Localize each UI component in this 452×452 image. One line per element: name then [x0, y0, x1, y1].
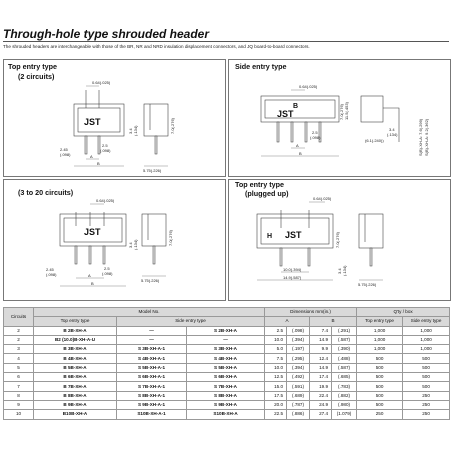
cell-qty-side: 500: [403, 354, 450, 363]
cell-qty-top: 1,000: [357, 335, 403, 344]
multi-dim-5-75-label: 5.75(.226): [141, 278, 160, 283]
th-qty-top: Top entry type: [357, 317, 403, 326]
side-dim-11-5-label: 11.5(.453): [344, 102, 349, 120]
cell-side-entry-model-1: S 9B-XH-A-1: [117, 400, 187, 409]
side-header-pin-2: [291, 122, 293, 142]
multi-pin-2-lower: [89, 246, 91, 264]
cell-top-entry-model: B 3B-XH-A: [34, 345, 117, 354]
multi-dim-2-45-label: 2.45: [46, 267, 54, 272]
cell-qty-side: 250: [403, 391, 450, 400]
th-dim-a: A: [265, 317, 310, 326]
plugged-h-marking: H: [267, 233, 273, 240]
cell-qty-side: 250: [403, 410, 450, 419]
multi-dim-134-label: (.134): [133, 239, 138, 250]
dim-2-5-label: 2.5: [102, 143, 108, 148]
cell-side-entry-model-1: S 7B-XH-A-1: [117, 382, 187, 391]
multi-dim-3-4-label: 3.4: [128, 242, 133, 248]
cell-qty-side: 250: [403, 400, 450, 409]
cell-qty-side: 1,000: [403, 326, 450, 335]
panel-plugged-label: Top entry type: [235, 180, 284, 189]
cell-circuits: 2: [4, 326, 34, 335]
plugged-dim-3-4-label: 3.4: [337, 268, 342, 274]
cell-dim-a-in: (.689): [287, 391, 310, 400]
page-title: Through-hole type shrouded header: [3, 27, 210, 41]
multi-pin-1-lower: [75, 246, 77, 264]
th-dimensions: Dimensions mm(in.): [265, 308, 357, 317]
side-dim-7-0-label: 7.0(.276): [339, 103, 344, 120]
cell-dim-b-in: (.390): [332, 345, 357, 354]
multi-dim-098-label: (.098): [102, 271, 113, 276]
panel-side-entry-label: Side entry type: [235, 62, 287, 71]
top-entry-plugged-drawing: [229, 180, 450, 300]
plugged-dim-134-label: (.134): [342, 265, 347, 276]
cell-side-entry-model-1: S 3B-XH-A-1: [117, 345, 187, 354]
cell-top-entry-model: B2 (10.0)B-XH-A-U: [34, 335, 117, 344]
plugged-dim-14-9-label: 14.9(.587): [283, 275, 302, 280]
th-circuits: Circuits: [4, 308, 34, 327]
cell-dim-b-in: (.587): [332, 363, 357, 372]
cell-qty-top: 250: [357, 410, 403, 419]
cell-side-entry-model-1: —: [117, 326, 187, 335]
th-model-no: Model No.: [34, 308, 265, 317]
cell-circuits: 9: [4, 400, 34, 409]
panel-plugged-sublabel: (plugged up): [245, 189, 289, 198]
side-dim-sb-label: S(B)-XH-A: 7.6(.299): [418, 118, 423, 156]
cell-top-entry-model: B 6B-XH-A: [34, 373, 117, 382]
side-pitch-label: 0.64(.025): [299, 84, 318, 89]
cell-dim-a-in: (.886): [287, 410, 310, 419]
cell-side-entry-model-1: S 8B-XH-A-1: [117, 391, 187, 400]
side-dim-6-1-label: (6.1(.240)): [365, 138, 384, 143]
multi-side-pin: [153, 246, 155, 264]
cell-side-entry-model: S 4B-XH-A: [187, 354, 265, 363]
cell-side-entry-model: S 5B-XH-A: [187, 363, 265, 372]
cell-dim-a-in: (.098): [287, 326, 310, 335]
cell-side-entry-model: S10B-XH-A: [187, 410, 265, 419]
cell-qty-side: 500: [403, 373, 450, 382]
dim-2-45-label: 2.45: [60, 147, 68, 152]
cell-dim-b-mm: 17.4: [310, 373, 332, 382]
cell-circuits: 2: [4, 335, 34, 344]
table-row: [4, 400, 450, 409]
cell-qty-side: 500: [403, 382, 450, 391]
cell-side-entry-model: S 7B-XH-A: [187, 382, 265, 391]
table-row: [4, 345, 450, 354]
side-b-marking: B: [293, 103, 299, 110]
multi-dim-a-label: A: [88, 273, 91, 278]
cell-qty-top: 500: [357, 354, 403, 363]
cell-side-entry-model-1: S 6B-XH-A-1: [117, 373, 187, 382]
plugged-pin-1-lower: [280, 248, 282, 266]
table-row: [4, 410, 450, 419]
cell-side-entry-model: S 8B-XH-A: [187, 391, 265, 400]
cell-side-entry-model: S 9B-XH-A: [187, 400, 265, 409]
th-side-entry: Side entry type: [117, 317, 265, 326]
table-header-row-1: [4, 308, 450, 317]
cell-dim-b-mm: 14.9: [310, 363, 332, 372]
table-row: [4, 391, 450, 400]
plugged-side-body: [359, 214, 383, 248]
th-top-entry: Top entry type: [34, 317, 117, 326]
table-row: [4, 382, 450, 391]
dim-a-label: A: [90, 154, 93, 159]
multi-dim-7-0-label: 7.0(.276): [168, 229, 173, 246]
cell-circuits: 5: [4, 363, 34, 372]
cell-qty-top: 500: [357, 400, 403, 409]
cell-side-entry-model: S 2B-XH-A: [187, 326, 265, 335]
side-dim-2-5-label: 2.5: [312, 130, 318, 135]
cell-side-entry-model-1: —: [117, 335, 187, 344]
cell-top-entry-model: B 2B-XH-A: [34, 326, 117, 335]
side-jst-marking: JST: [277, 109, 294, 119]
header-side-body: [144, 104, 168, 136]
panel-top-entry-3-20-circuits: [3, 179, 226, 301]
cell-dim-a-in: (.787): [287, 400, 310, 409]
cell-qty-top: 1,000: [357, 345, 403, 354]
top-entry-multi-drawing: [4, 180, 225, 300]
cell-dim-a-mm: 12.5: [265, 373, 287, 382]
title-rule: [3, 41, 449, 42]
cell-circuits: 8: [4, 391, 34, 400]
panel-top-entry-plugged: [228, 179, 451, 301]
dim-7-0-label: 7.0(.276): [170, 117, 175, 134]
dim-5-75-label: 5.75(.226): [143, 168, 162, 173]
cell-top-entry-model: B 9B-XH-A: [34, 400, 117, 409]
panel-top-entry-sublabel: (2 circuits): [18, 72, 55, 81]
cell-dim-b-in: (.980): [332, 400, 357, 409]
panel-side-entry: [228, 59, 451, 177]
cell-dim-b-in: (.783): [332, 382, 357, 391]
dim-3-4-label: 3.4: [128, 128, 133, 134]
cell-dim-b-mm: 14.9: [310, 335, 332, 344]
cell-dim-a-mm: 5.0: [265, 345, 287, 354]
cell-dim-b-in: (.685): [332, 373, 357, 382]
cell-circuits: 4: [4, 354, 34, 363]
cell-qty-side: 1,000: [403, 345, 450, 354]
cell-dim-a-in: (.591): [287, 382, 310, 391]
plugged-jst-marking: JST: [285, 230, 302, 240]
cell-dim-a-mm: 15.0: [265, 382, 287, 391]
multi-dim-2-45-in-label: (.098): [46, 272, 57, 277]
cell-circuits: 7: [4, 382, 34, 391]
cell-dim-a-in: (.197): [287, 345, 310, 354]
side-dim-a-label: A: [296, 143, 299, 148]
plugged-dim-7-0-label: 7.0(.276): [335, 231, 340, 248]
cell-side-entry-model-1: S 4B-XH-A-1: [117, 354, 187, 363]
cell-qty-top: 500: [357, 373, 403, 382]
plugged-dim-10-0-label: 10.0(.394): [283, 267, 302, 272]
multi-dim-b-label: B: [91, 281, 94, 286]
cell-dim-b-mm: 12.4: [310, 354, 332, 363]
cell-side-entry-model-1: S 5B-XH-A-1: [117, 363, 187, 372]
panel-multi-label: (3 to 20 circuits): [18, 188, 74, 197]
cell-circuits: 10: [4, 410, 34, 419]
cell-dim-a-mm: 10.0: [265, 363, 287, 372]
cell-circuits: 6: [4, 373, 34, 382]
side-dim-sb2-label: S(B)-XH-A: 9.2(.362): [424, 118, 429, 156]
table-row: [4, 373, 450, 382]
cell-dim-a-in: (.295): [287, 354, 310, 363]
plugged-pin-2-lower: [308, 248, 310, 266]
dim-2-45-in-label: (.098): [60, 152, 71, 157]
multi-side-body: [142, 214, 166, 246]
table-row: [4, 335, 450, 344]
cell-dim-a-mm: 20.0: [265, 400, 287, 409]
plugged-dim-5-75-label: 5.75(.226): [358, 282, 377, 287]
cell-dim-a-mm: 22.5: [265, 410, 287, 419]
cell-qty-top: 1,000: [357, 326, 403, 335]
cell-qty-side: 500: [403, 363, 450, 372]
plugged-side-pin: [370, 248, 372, 266]
table-row: [4, 326, 450, 335]
cell-dim-b-mm: 9.9: [310, 345, 332, 354]
cell-top-entry-model: B 4B-XH-A: [34, 354, 117, 363]
jst-marking: JST: [84, 117, 101, 127]
cell-circuits: 3: [4, 345, 34, 354]
table-body: [4, 326, 450, 419]
cell-dim-b-mm: 24.9: [310, 400, 332, 409]
cell-dim-a-mm: 7.5: [265, 354, 287, 363]
side-pin: [155, 136, 157, 154]
side-dim-3-4-label: 3.4: [389, 127, 395, 132]
cell-side-entry-model: —: [187, 335, 265, 344]
cell-top-entry-model: B 8B-XH-A: [34, 391, 117, 400]
multi-jst-marking: JST: [84, 227, 101, 237]
dim-b-label: B: [97, 161, 100, 166]
cell-dim-a-in: (.492): [287, 373, 310, 382]
cell-dim-b-in: (.291): [332, 326, 357, 335]
multi-dim-2-5-label: 2.5: [104, 266, 110, 271]
dim-134-label: (.134): [133, 125, 138, 136]
cell-top-entry-model: B 7B-XH-A: [34, 382, 117, 391]
cell-dim-b-in: (.488): [332, 354, 357, 363]
table-row: [4, 354, 450, 363]
cell-dim-b-in: (1.079): [332, 410, 357, 419]
top-entry-2-circuits-drawing: [4, 60, 225, 176]
cell-qty-top: 500: [357, 391, 403, 400]
table-row: [4, 363, 450, 372]
th-dim-b: B: [310, 317, 357, 326]
cell-dim-b-in: (.882): [332, 391, 357, 400]
cell-dim-b-mm: 19.9: [310, 382, 332, 391]
side-profile-body: [361, 96, 383, 122]
side-header-pin-3: [305, 122, 307, 142]
cell-side-entry-model: S 3B-XH-A: [187, 345, 265, 354]
th-qty-side: Side entry type: [403, 317, 450, 326]
th-qty: Q'ty / box: [357, 308, 450, 317]
cell-dim-a-mm: 10.0: [265, 335, 287, 344]
panel-top-entry-label: Top entry type: [8, 62, 57, 71]
cell-dim-b-mm: 22.4: [310, 391, 332, 400]
cell-qty-side: 1,000: [403, 335, 450, 344]
pitch-label: 0.64(.025): [92, 80, 111, 85]
multi-pin-3-lower: [103, 246, 105, 264]
model-spec-table: [3, 307, 450, 420]
cell-dim-a-in: (.394): [287, 335, 310, 344]
multi-pitch-label: 0.64(.025): [96, 198, 115, 203]
plugged-pitch-label: 0.64(.025): [313, 196, 332, 201]
table-header-row-2: [4, 317, 450, 326]
side-dim-134-label: (.134): [387, 132, 398, 137]
dim-098-label: (.098): [100, 148, 111, 153]
cell-dim-a-in: (.394): [287, 363, 310, 372]
cell-qty-top: 500: [357, 363, 403, 372]
cell-dim-b-in: (.587): [332, 335, 357, 344]
cell-side-entry-model-1: S10B-XH-A-1: [117, 410, 187, 419]
cell-dim-a-mm: 2.5: [265, 326, 287, 335]
panel-top-entry-2-circuits: [3, 59, 226, 177]
cell-top-entry-model: B10B-XH-A: [34, 410, 117, 419]
cell-top-entry-model: B 5B-XH-A: [34, 363, 117, 372]
cell-qty-top: 500: [357, 382, 403, 391]
cell-dim-a-mm: 17.5: [265, 391, 287, 400]
page-subtitle: The shrouded headers are interchangeable with those of the BR, NR and NRD insulation displacement connectors, and JQ board-to-board connectors.: [3, 44, 310, 49]
cell-side-entry-model: S 6B-XH-A: [187, 373, 265, 382]
side-header-pin-1: [277, 122, 279, 142]
pin-1-lower: [85, 136, 87, 154]
side-dim-b-label: B: [299, 151, 302, 156]
cell-dim-b-mm: 27.4: [310, 410, 332, 419]
side-dim-098-label: (.098): [310, 135, 321, 140]
cell-dim-b-mm: 7.4: [310, 326, 332, 335]
side-entry-drawing: [229, 60, 450, 176]
